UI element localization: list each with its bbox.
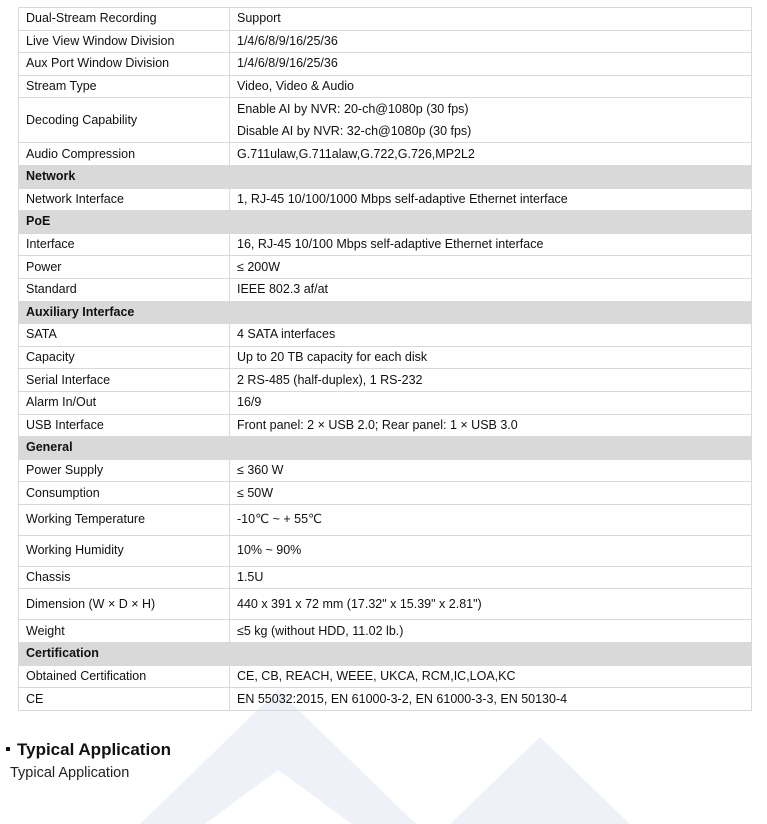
spec-key: Consumption	[19, 482, 230, 505]
spec-key: Dimension (W × D × H)	[19, 589, 230, 620]
spec-value: ≤ 200W	[230, 256, 752, 279]
spec-row	[19, 53, 752, 76]
spec-value-line: Disable AI by NVR: 32-ch@1080p (30 fps)	[237, 124, 472, 139]
spec-row	[19, 414, 752, 437]
spec-value: 1, RJ-45 10/100/1000 Mbps self-adaptive Ethernet interface	[230, 188, 752, 211]
spec-row	[19, 188, 752, 211]
spec-value: 1/4/6/8/9/16/25/36	[230, 53, 752, 76]
spec-row	[19, 278, 752, 301]
spec-row	[19, 369, 752, 392]
spec-row	[19, 233, 752, 256]
spec-key: CE	[19, 688, 230, 711]
spec-key: Stream Type	[19, 75, 230, 98]
spec-value-line: Enable AI by NVR: 20-ch@1080p (30 fps)	[237, 102, 469, 117]
typical-application-heading: Typical Application	[6, 740, 171, 760]
spec-key: Obtained Certification	[19, 665, 230, 688]
spec-key: Serial Interface	[19, 369, 230, 392]
spec-row	[19, 589, 752, 620]
section-header-row	[19, 301, 752, 324]
spec-value: ≤ 360 W	[230, 459, 752, 482]
spec-value: G.711ulaw,G.711alaw,G.722,G.726,MP2L2	[230, 143, 752, 166]
spec-value: 1/4/6/8/9/16/25/36	[230, 30, 752, 53]
spec-row	[19, 482, 752, 505]
spec-key: Chassis	[19, 566, 230, 589]
spec-value: 2 RS-485 (half-duplex), 1 RS-232	[230, 369, 752, 392]
spec-value: 1.5U	[230, 566, 752, 589]
spec-row	[19, 98, 752, 143]
spec-row	[19, 143, 752, 166]
spec-row	[19, 688, 752, 711]
spec-value: -10℃ ~ + 55℃	[230, 504, 752, 535]
spec-row	[19, 8, 752, 31]
spec-row	[19, 75, 752, 98]
spec-value	[230, 98, 752, 143]
spec-row	[19, 30, 752, 53]
spec-value: 4 SATA interfaces	[230, 324, 752, 347]
spec-row	[19, 459, 752, 482]
spec-row	[19, 665, 752, 688]
section-title: PoE	[19, 211, 752, 234]
section-header-row	[19, 165, 752, 188]
spec-key: Decoding Capability	[19, 98, 230, 143]
spec-value: EN 55032:2015, EN 61000-3-2, EN 61000-3-3, EN 50130-4	[230, 688, 752, 711]
spec-key: Standard	[19, 278, 230, 301]
spec-key: Interface	[19, 233, 230, 256]
spec-value: Up to 20 TB capacity for each disk	[230, 346, 752, 369]
spec-value: CE, CB, REACH, WEEE, UKCA, RCM,IC,LOA,KC	[230, 665, 752, 688]
spec-value: 10% ~ 90%	[230, 535, 752, 566]
section-title: Network	[19, 165, 752, 188]
spec-row	[19, 620, 752, 643]
typical-application-subheading: Typical Application	[10, 765, 130, 781]
spec-key: Live View Window Division	[19, 30, 230, 53]
spec-key: Power Supply	[19, 459, 230, 482]
section-header-row	[19, 643, 752, 666]
spec-row	[19, 256, 752, 279]
spec-value: IEEE 802.3 af/at	[230, 278, 752, 301]
spec-row	[19, 324, 752, 347]
section-header-row	[19, 437, 752, 460]
spec-value: Front panel: 2 × USB 2.0; Rear panel: 1 × USB 3.0	[230, 414, 752, 437]
spec-value: 440 x 391 x 72 mm (17.32" x 15.39" x 2.81")	[230, 589, 752, 620]
spec-value: 16/9	[230, 391, 752, 414]
section-title: Auxiliary Interface	[19, 301, 752, 324]
spec-key: Power	[19, 256, 230, 279]
spec-row	[19, 504, 752, 535]
spec-value: ≤ 50W	[230, 482, 752, 505]
bullet-icon	[6, 747, 10, 751]
spec-key: Working Humidity	[19, 535, 230, 566]
spec-key: Audio Compression	[19, 143, 230, 166]
spec-key: Capacity	[19, 346, 230, 369]
spec-key: Network Interface	[19, 188, 230, 211]
section-title: General	[19, 437, 752, 460]
spec-row	[19, 391, 752, 414]
spec-key: SATA	[19, 324, 230, 347]
section-header-row	[19, 211, 752, 234]
spec-key: Aux Port Window Division	[19, 53, 230, 76]
spec-key: Weight	[19, 620, 230, 643]
section-title: Certification	[19, 643, 752, 666]
spec-key: Alarm In/Out	[19, 391, 230, 414]
spec-key: Dual-Stream Recording	[19, 8, 230, 31]
spec-row	[19, 346, 752, 369]
spec-row	[19, 566, 752, 589]
spec-value: 16, RJ-45 10/100 Mbps self-adaptive Ethernet interface	[230, 233, 752, 256]
spec-key: USB Interface	[19, 414, 230, 437]
spec-value: Video, Video & Audio	[230, 75, 752, 98]
spec-row	[19, 535, 752, 566]
spec-value: Support	[230, 8, 752, 31]
spec-table	[18, 7, 752, 711]
spec-key: Working Temperature	[19, 504, 230, 535]
spec-value: ≤5 kg (without HDD, 11.02 lb.)	[230, 620, 752, 643]
